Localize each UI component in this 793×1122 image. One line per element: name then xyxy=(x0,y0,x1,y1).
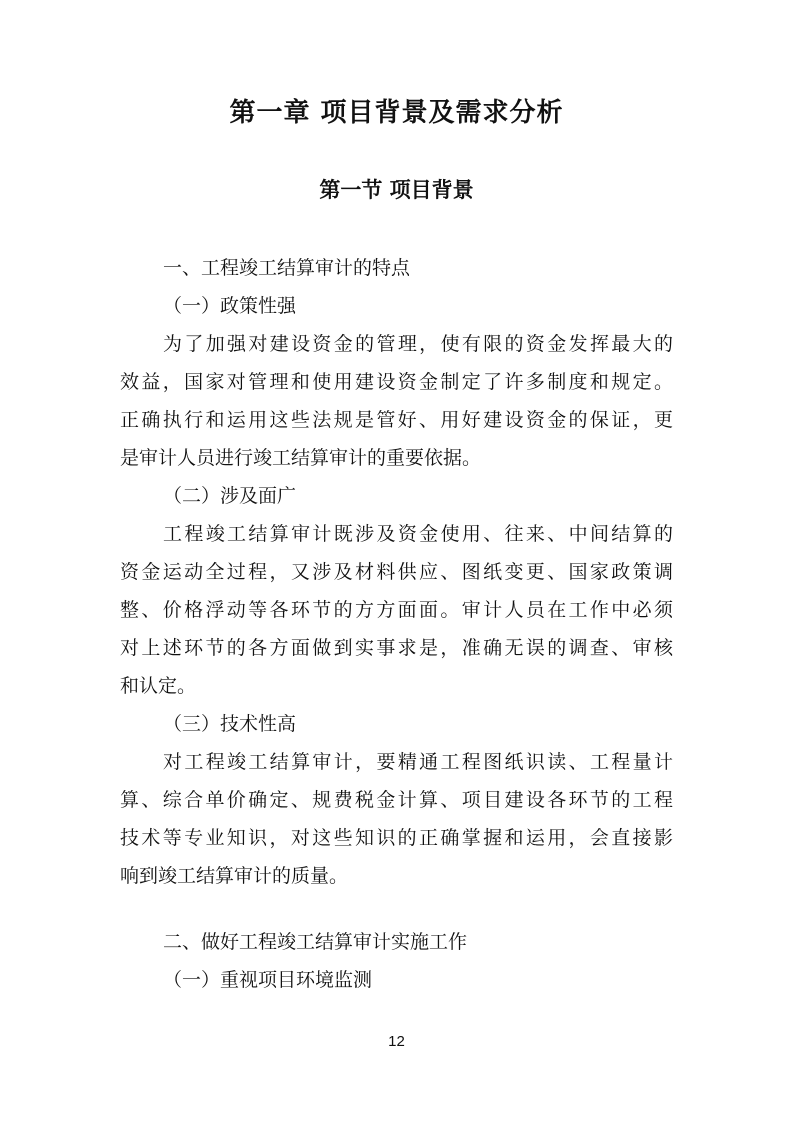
paragraph-line: 效益，国家对管理和使用建设资金制定了许多制度和规定。 xyxy=(120,371,673,393)
paragraph-line: 算、综合单价确定、规费税金计算、项目建设各环节的工程 xyxy=(120,789,673,811)
paragraph-line: 响到竣工结算审计的质量。 xyxy=(120,865,349,887)
heading-1: 一、工程竣工结算审计的特点 xyxy=(163,257,411,279)
paragraph-line: 是审计人员进行竣工结算审计的重要依据。 xyxy=(120,447,482,469)
heading-2: 二、做好工程竣工结算审计实施工作 xyxy=(163,931,468,953)
paragraph-line: 对上述环节的各方面做到实事求是，准确无误的调查、审核 xyxy=(120,637,673,659)
subheading-policy: （一）政策性强 xyxy=(163,295,297,317)
paragraph-line: 整、价格浮动等各环节的方方面面。审计人员在工作中必须 xyxy=(120,599,673,621)
subheading-scope: （二）涉及面广 xyxy=(163,485,297,507)
section-title: 第一节 项目背景 xyxy=(319,178,474,202)
page-number: 12 xyxy=(388,1033,405,1050)
chapter-title: 第一章 项目背景及需求分析 xyxy=(229,98,564,128)
paragraph-line: 为了加强对建设资金的管理，使有限的资金发挥最大的 xyxy=(163,333,673,355)
paragraph-line: 正确执行和运用这些法规是管好、用好建设资金的保证，更 xyxy=(120,409,673,431)
paragraph-line: 资金运动全过程，又涉及材料供应、图纸变更、国家政策调 xyxy=(120,561,673,583)
paragraph-line: 技术等专业知识，对这些知识的正确掌握和运用，会直接影 xyxy=(120,827,673,849)
subheading-environment: （一）重视项目环境监测 xyxy=(163,969,373,991)
paragraph-line: 工程竣工结算审计既涉及资金使用、往来、中间结算的 xyxy=(163,523,673,545)
subheading-technical: （三）技术性高 xyxy=(163,713,297,735)
paragraph-line: 对工程竣工结算审计，要精通工程图纸识读、工程量计 xyxy=(163,751,673,773)
paragraph-line: 和认定。 xyxy=(120,675,197,697)
